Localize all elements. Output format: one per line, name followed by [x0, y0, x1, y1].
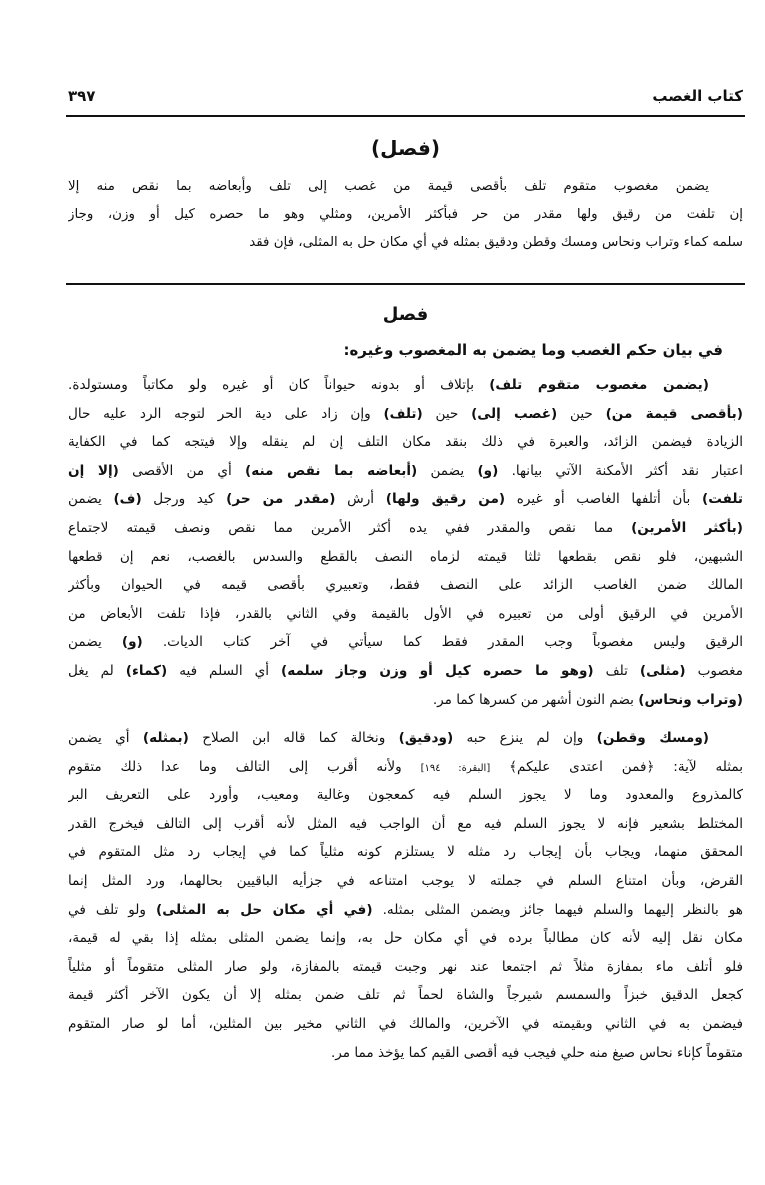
text-line [68, 753, 743, 782]
text-line [68, 600, 743, 629]
text-segment: الزيادة فيضمن الزائد، والعبرة في ذلك بنقد مكان التلف إن لم ينقله وإلا فيتجه كما في الكفاية [68, 434, 743, 451]
text-segment: كالمذروع والمعدود وما لا يجوز السلم فيه كمعجون وغالية ومعيب، وأورد على التعريف البر [68, 787, 743, 804]
commentary-heading: فصل [382, 304, 429, 325]
bold-text-segment: (كماء) [125, 662, 168, 679]
text-segment: لم يغل [68, 662, 126, 679]
text-line [68, 173, 743, 201]
bold-text-segment: (وتراب ونحاس) [638, 691, 743, 708]
text-line [68, 628, 743, 657]
text-line [68, 867, 743, 896]
text-segment: يضمن [417, 462, 478, 479]
text-segment: إن تلفت من رقيق ولها مقدر من حر فبأكثر الأمرين، ومثلي وهو ما حصره كيل أو وزن، وجاز [68, 207, 743, 222]
text-segment: المالك ضمن الغاصب الزائد على النصف فقط، وتعبيري بأقصى قيمه في الحيوان وبأكثر [68, 577, 743, 594]
text-line [68, 896, 743, 925]
text-line [68, 1010, 743, 1039]
bold-text-segment: (غصب إلى) [471, 405, 558, 422]
bold-text-segment: (و) [477, 462, 499, 479]
text-line [68, 953, 743, 982]
text-segment: كيد ورجل [141, 491, 227, 508]
text-segment: يضمن [68, 634, 122, 651]
bold-text-segment: (وهو ما حصره كيل أو وزن وجاز سلمه) [280, 662, 594, 679]
text-segment: وإن لم ينزع حبه [453, 730, 597, 746]
text-segment: تلف [593, 662, 640, 679]
commentary-subheading: في بيان حكم الغصب وما يضمن به المغصوب وغيره: [343, 341, 723, 359]
text-line [68, 781, 743, 810]
text-line [68, 981, 743, 1010]
bold-text-segment: (ف) [113, 491, 142, 508]
text-line [68, 543, 743, 572]
bold-text-segment: (بمثله) [142, 730, 189, 746]
text-line [68, 485, 743, 514]
page-number: ٣٩٧ [68, 87, 96, 105]
text-segment: اعتبار نقد أكثر الأمكنة الآتي بيانها. [498, 462, 743, 479]
text-segment: ولو تلف في [68, 901, 157, 918]
text-line [68, 924, 743, 953]
text-line [68, 838, 743, 867]
text-line [68, 428, 743, 457]
text-segment: مما نقص والمقدر ففي يده أكثر الأمرين مما نقص ونصف قيمته لاجتماع [68, 519, 632, 536]
text-segment: فلو أتلف ماء بمفازة مثلاً ثم اجتمعا عند نهر وجبت قيمته بالمفازة، ولو صار المثلى متقوماً أو مثلياً [68, 958, 743, 975]
text-segment: هو بالنظر إليهما والسلم فيهما جائز ويضمن المثلى بمثله. [372, 901, 743, 918]
text-segment: يضمن مغصوب متقوم تلف بأقصى قيمة من غصب إلى تلف وأبعاضه بما نقص منه إلا [68, 179, 709, 194]
text-line [68, 457, 743, 486]
text-line [68, 229, 743, 257]
book-title: كتاب الغصب [652, 87, 743, 105]
bold-text-segment: (مقدر من حر) [226, 491, 336, 508]
text-segment: المحقق منهما، ويجاب بأن إيجاب رد مثله لا يستلزم كونه مثلياً كما في إيجاب رد مثل المتقوم في [68, 844, 743, 861]
text-segment: ولأنه أقرب إلى التالف وما عدا ذلك متقوم [68, 758, 421, 775]
text-segment: بضم النون أشهر من كسرها كما مر. [432, 691, 639, 708]
text-line [68, 371, 743, 400]
text-segment: حين [557, 405, 606, 422]
text-segment: مغصوب [685, 662, 743, 679]
text-segment: فيضمن به في الثاني وبقيمته في الآخرين، والمالك في الثاني مخير بين المثلين، أما لو صار المتقوم [68, 1015, 743, 1032]
bold-text-segment: (تلف) [383, 405, 423, 422]
text-segment: مكان نقل إليه لأنه كان مطالباً برده في أي مكان حل به، وإنما يضمن المثلى بمثله إذا بقي له قيمة، [68, 930, 743, 947]
text-line [68, 810, 743, 839]
text-segment: وإن زاد على دية الحر لتوجه الرد عليه حال [68, 405, 384, 422]
bold-text-segment: (ومسك وقطن) [596, 730, 709, 746]
bold-text-segment: تلفت) [701, 491, 743, 508]
text-segment: الشبهين، فلو نقص بقطعها ثلثا قيمته لزماه النصف بالقطع والسدس بالغصب، نعم إن قطعها [68, 548, 743, 565]
matn-text [68, 173, 743, 257]
separator-rule [66, 283, 745, 285]
text-line [68, 514, 743, 543]
text-segment: أرش [335, 491, 386, 508]
text-segment: القرض، وبأن امتناع السلم في جملته لا يوجب امتناعه في جزأيه الباقيين بحالهما، ورد المثل إنما [68, 872, 743, 889]
text-line [68, 571, 743, 600]
bold-text-segment: (من رقيق ولها) [385, 491, 506, 508]
bold-text-segment: (و) [121, 634, 143, 651]
text-line [68, 1039, 743, 1068]
header-rule [66, 115, 745, 117]
commentary-paragraph-2 [68, 724, 743, 1067]
text-segment: أي من الأقصى [118, 462, 245, 479]
bold-text-segment: (مثلى) [639, 662, 686, 679]
text-segment: يضمن [68, 491, 114, 508]
text-segment: متقوماً كإناء نحاس صيغ منه حلي فيجب فيه أقصى القيم كما يؤخذ مما مر. [330, 1044, 743, 1061]
commentary-paragraph-1 [68, 371, 743, 714]
text-segment: بإتلاف أو بدونه حيواناً كان أو غيره ولو مكاتباً ومستولدة. [68, 377, 490, 393]
text-line [68, 686, 743, 715]
text-segment: سلمه كماء وتراب ونحاس ومسك وقطن ودقيق بمثله في أي مكان حل به المثلى، فإن فقد [249, 235, 743, 250]
text-segment: حين [422, 405, 472, 422]
text-segment: كجعل الدقيق خبزاً والسمسم شيرجاً والشاة لحماً ثم تلف ضمن بمثله إلا أن يكون الآخر أكثر قيمة [68, 987, 743, 1004]
matn-heading: (فصل) [371, 136, 440, 160]
text-segment: المختلط بشعير فإنه لا يجوز السلم فيه مع أن الواجب فيه المثل لأنه أقرب إلى التالف فيخرج القدر [68, 815, 743, 832]
bold-text-segment: (إلا إن [68, 462, 119, 479]
text-line [68, 400, 743, 429]
text-line [68, 724, 743, 753]
text-line [68, 201, 743, 229]
text-segment: الأمرين في الرقيق أولى من تعبيره في الأول بالقيمة وفي الثاني بالقدر، فإذا تلفت الأبعاض من [68, 605, 743, 622]
text-segment: بأن أتلفها الغاصب أو غيره [505, 491, 702, 508]
citation-segment: [البقرة: ١٩٤] [420, 762, 491, 774]
text-line [68, 657, 743, 686]
text-segment: ونخالة كما قاله ابن الصلاح [188, 730, 399, 746]
bold-text-segment: (بأقصى قيمة من) [605, 405, 743, 422]
text-segment: أي السلم فيه [167, 662, 281, 679]
running-header [68, 84, 743, 108]
bold-text-segment: (يضمن مغصوب متقوم تلف) [489, 377, 709, 393]
bold-text-segment: (بأكثر الأمرين) [631, 519, 743, 536]
text-segment: الرقيق وليس مغصوباً وجب المقدر فقط كما سيأتي في آخر كتاب الديات. [142, 634, 743, 651]
text-segment: أي يضمن [68, 730, 143, 746]
bold-text-segment: (ودقيق) [398, 730, 454, 746]
bold-text-segment: (في أي مكان حل به المثلى) [156, 901, 373, 918]
bold-text-segment: (أبعاضه بما نقص منه) [245, 462, 418, 479]
text-segment: بمثله لآية: ﴿فمن اعتدى عليكم﴾ [490, 758, 743, 775]
